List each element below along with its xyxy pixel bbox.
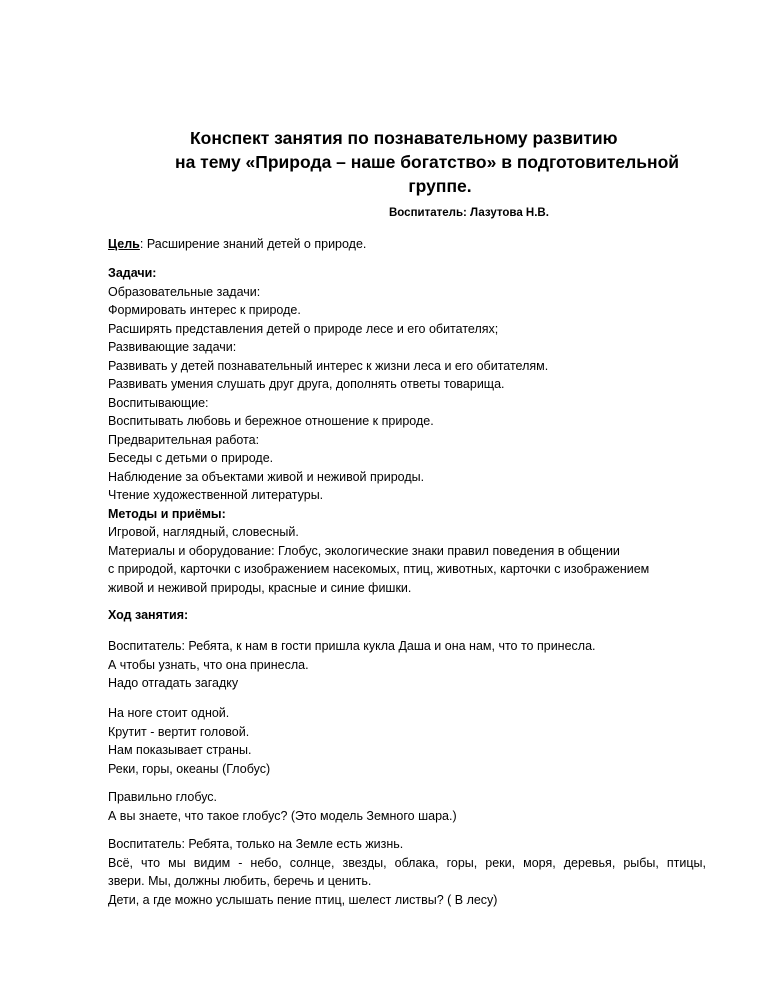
methods-line: живой и неживой природы, красные и синие фишки. [108,580,412,595]
tasks-section [108,264,718,597]
course-line: звери. Мы, должны любить, беречь и ценить. [108,874,372,888]
course-line: Надо отгадать загадку [108,676,239,690]
course-heading-section [108,606,718,625]
tasks-line: Воспитывать любовь и бережное отношение к природе. [108,414,434,428]
goal-text: : Расширение знаний детей о природе. [139,237,367,251]
riddle-section [108,704,718,778]
tasks-line: Развивать у детей познавательный интерес к жизни леса и его обитателям. [108,358,549,373]
tasks-line: Чтение художественной литературы. [108,488,324,502]
educator-name: Воспитатель: Лазутова Н.В. [389,207,549,219]
title-line-1: Конспект занятия по познавательному развитию [190,128,618,148]
tasks-line: Развивающие задачи: [108,340,237,354]
course-line: Правильно глобус. [108,790,218,804]
course-line: Всё, что мы видим - небо, солнце, звезды, облака, горы, реки, моря, деревья, рыбы, птицы, [108,855,706,870]
title-line-2: на тему «Природа – наше богатство» в подготовительной [175,152,680,172]
tasks-line: Образовательные задачи: [108,284,261,299]
course-line: Дети, а где можно услышать пение птиц, шелест листвы? ( В лесу) [108,892,498,907]
methods-line: Игровой, наглядный, словесный. [108,525,299,539]
document-title [150,126,730,198]
tasks-heading: Задачи: [108,266,157,280]
tasks-line: Предварительная работа: [108,432,260,447]
tasks-line: Развивать умения слушать друг друга, дополнять ответы товарища. [108,377,505,391]
methods-line: Материалы и оборудование: Глобус, экологические знаки правил поведения в общении [108,543,620,558]
goal-line [108,235,718,254]
riddle-line: Реки, горы, океаны (Глобус) [108,761,271,776]
course-para-1 [108,637,718,693]
riddle-line: На ноге стоит одной. [108,706,230,720]
course-line: Воспитатель: Ребята, только на Земле есть жизнь. [108,837,404,851]
riddle-line: Крутит - вертит головой. [108,724,250,739]
course-line: Воспитатель: Ребята, к нам в гости пришла кукла Даша и она нам, что то принесла. [108,639,596,653]
tasks-line: Беседы с детьми о природе. [108,451,274,465]
methods-line: с природой, карточки с изображением насекомых, птиц, животных, карточки с изображением [108,562,650,576]
course-para-3 [108,835,718,909]
tasks-line: Воспитывающие: [108,395,209,410]
course-para-2 [108,788,718,825]
tasks-line: Расширять представления детей о природе лесе и его обитателях; [108,321,499,336]
riddle-line: Нам показывает страны. [108,743,252,757]
methods-heading: Методы и приёмы: [108,506,226,521]
course-heading: Ход занятия: [108,608,189,622]
goal-section [108,235,718,254]
course-line: А чтобы узнать, что она принесла. [108,657,309,672]
goal-label: Цель [108,237,140,251]
course-line: А вы знаете, что такое глобус? (Это модель Земного шара.) [108,808,457,823]
tasks-line: Наблюдение за объектами живой и неживой природы. [108,469,425,484]
tasks-line: Формировать интерес к природе. [108,303,301,317]
title-line-3: группе. [408,176,472,196]
